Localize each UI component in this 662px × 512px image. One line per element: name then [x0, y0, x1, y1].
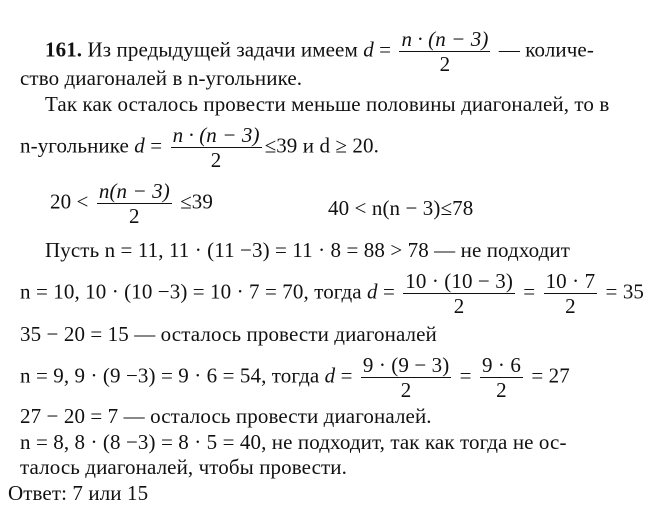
case-n9: [20, 354, 570, 401]
case9-result: = 27: [525, 363, 570, 388]
fraction-numerator: n(n − 3): [98, 179, 170, 203]
case9-fraction-2: [480, 354, 523, 401]
formula-lhs: d: [363, 37, 374, 62]
problem-line-4: [20, 124, 379, 171]
case9-eq1: =: [335, 363, 358, 388]
line4-lhs: d: [134, 133, 145, 158]
case10-text: n = 10, 10 · (10 −3) = 10 · 7 = 70, тогда: [20, 279, 368, 304]
case-n10: [20, 270, 644, 317]
line4-tail: ≤39 и d ≥ 20.: [264, 133, 379, 158]
ineq-left-start: 20 <: [50, 189, 94, 214]
case10-eq2: =: [517, 279, 541, 304]
remain-n9: 27 − 20 = 7 — осталось провести диагоналей.: [20, 404, 432, 428]
line4-eq: =: [144, 133, 168, 158]
case9-eq2: =: [454, 363, 477, 388]
problem-line-3: Так как осталось провести меньше половины диагоналей, то в: [45, 92, 610, 116]
case10-d: d: [367, 279, 378, 304]
problem-line-2: ство диагоналей в n-угольнике.: [20, 66, 303, 90]
fraction-numerator: 9 · (9 − 3): [362, 353, 450, 377]
line4-fraction: [171, 124, 262, 171]
fraction-numerator: n · (n − 3): [172, 123, 260, 147]
fraction-denominator: 2: [565, 294, 576, 318]
fraction-numerator: 10 · (10 − 3): [405, 269, 513, 293]
case-n11: Пусть n = 11, 11 · (11 −3) = 11 · 8 = 88 > 78 — не подходит: [45, 238, 571, 262]
fraction-denominator: 2: [496, 378, 507, 402]
case10-result: = 35: [600, 279, 645, 304]
fraction-denominator: 2: [439, 52, 451, 76]
problem-intro: Из предыдущей задачи имеем: [82, 37, 364, 62]
inequality-right: 40 < n(n − 3)≤78: [328, 196, 474, 220]
ineq-left-end: ≤39: [174, 189, 213, 214]
fraction-denominator: 2: [453, 294, 465, 318]
fraction-numerator: n · (n − 3): [401, 27, 489, 51]
fraction-denominator: 2: [210, 148, 222, 172]
fraction-denominator: 2: [129, 204, 140, 228]
answer: Ответ: 7 или 15: [8, 481, 149, 505]
case10-fraction-2: [544, 270, 598, 317]
case-n8-line-1: n = 8, 8 · (8 −3) = 8 · 5 = 40, не подходит, так как тогда не ос-: [20, 430, 567, 454]
line4-start: n-угольнике: [20, 133, 135, 158]
fraction-numerator: 9 · 6: [481, 353, 521, 377]
formula-eq: =: [373, 37, 397, 62]
case9-fraction-1: [361, 354, 451, 401]
case9-text: n = 9, 9 · (9 −3) = 9 · 6 = 54, тогда: [20, 363, 325, 388]
intro-tail: — количе-: [493, 37, 594, 62]
fraction-denominator: 2: [400, 378, 412, 402]
ineq-fraction: [97, 180, 172, 227]
diagonal-formula-fraction: [399, 28, 490, 75]
remain-n10: 35 − 20 = 15 — осталось провести диагоналей: [20, 322, 437, 346]
problem-number: 161.: [45, 37, 83, 62]
fraction-numerator: 10 · 7: [545, 269, 596, 293]
case10-fraction-1: [403, 270, 515, 317]
case10-eq1: =: [377, 279, 401, 304]
case-n8-line-2: талось диагоналей, чтобы провести.: [20, 455, 347, 479]
inequality-left: [50, 180, 213, 227]
case9-d: d: [324, 363, 336, 388]
